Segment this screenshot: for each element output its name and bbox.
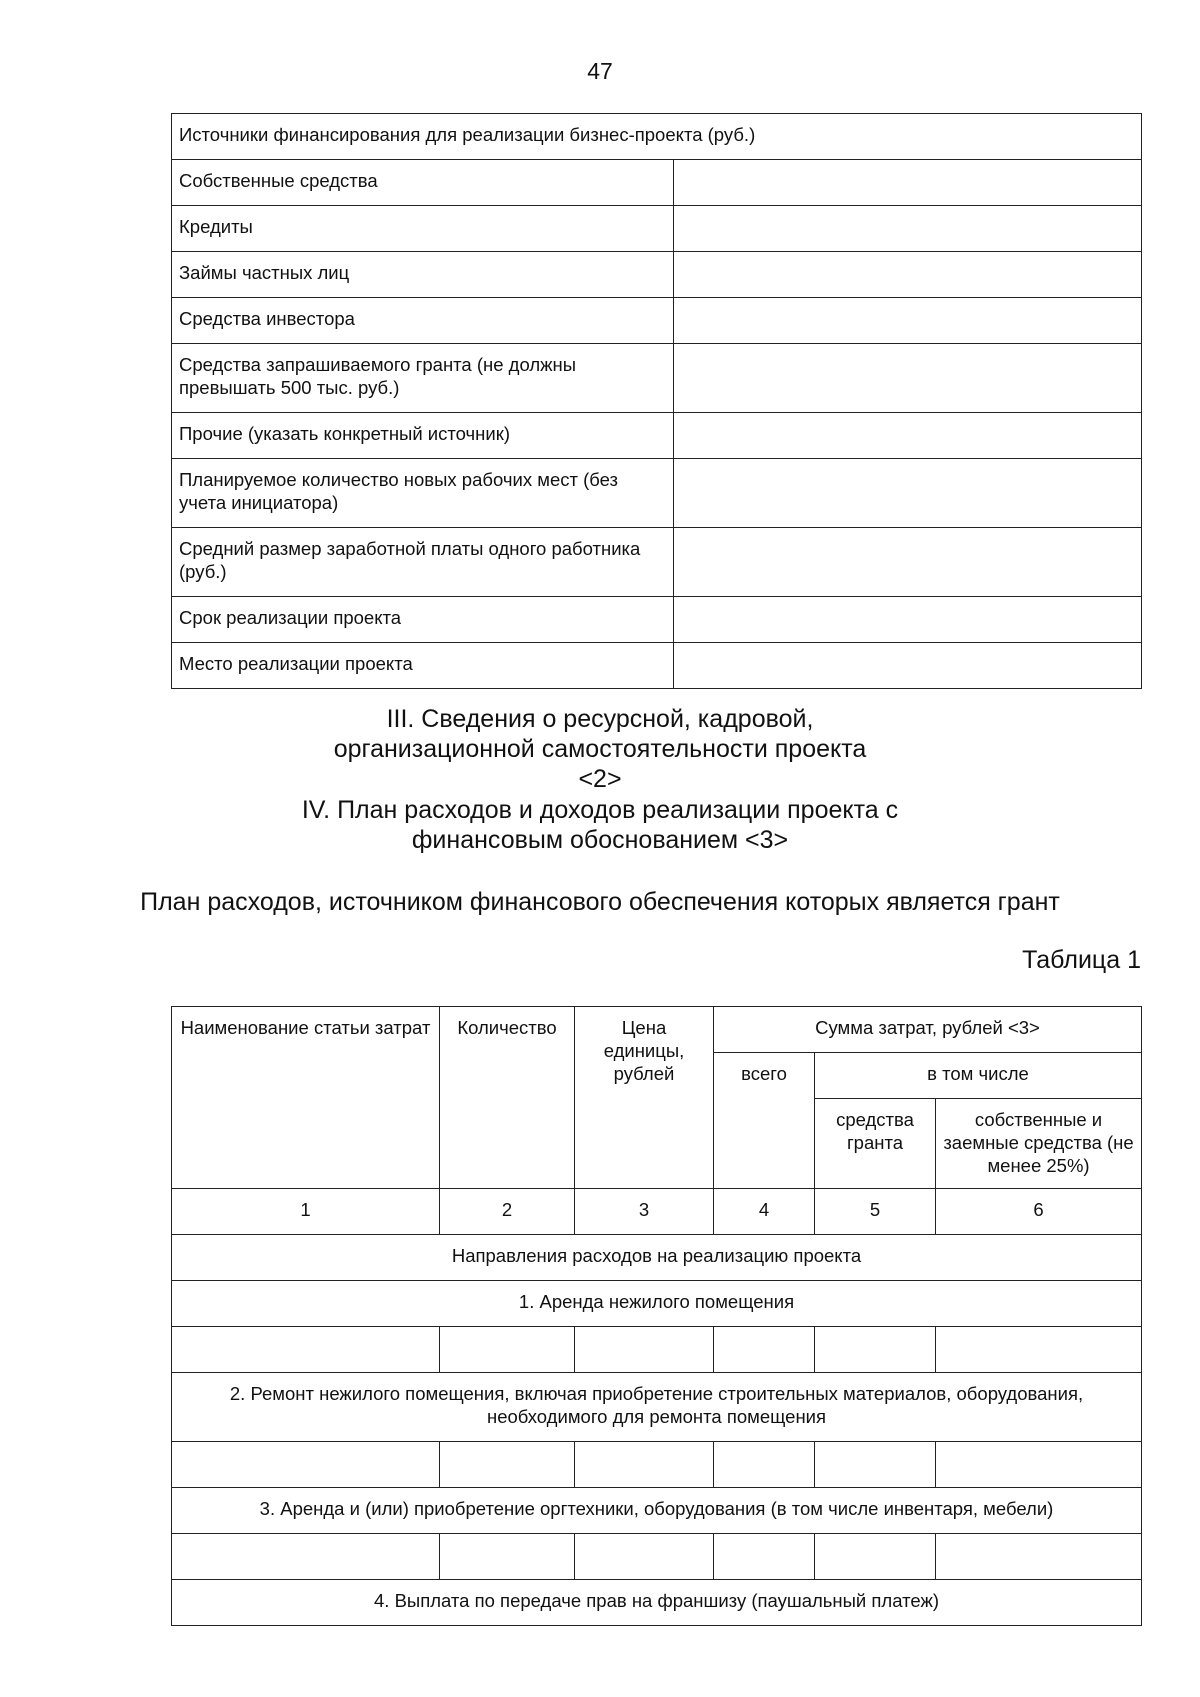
table-row (172, 206, 1142, 252)
header-grant: средства гранта (815, 1099, 936, 1189)
empty-cell[interactable] (172, 1327, 440, 1373)
row-value-cell[interactable] (674, 459, 1142, 528)
table-row (172, 597, 1142, 643)
table-row (172, 298, 1142, 344)
plan-title: План расходов, источником финансового обеспечения которых является грант (140, 888, 1060, 916)
table-row (172, 114, 1142, 160)
section-3-heading: III. Сведения о ресурсной, кадровой, организационной самостоятельности проекта <2> (333, 705, 867, 793)
category-row: 4. Выплата по передаче прав на франшизу (паушальный платеж) (172, 1580, 1142, 1626)
row-label: Срок реализации проекта (172, 597, 674, 643)
table-row (172, 1235, 1142, 1281)
table-row (172, 413, 1142, 459)
column-number-row (172, 1189, 1142, 1235)
empty-cell[interactable] (936, 1442, 1142, 1488)
row-value-cell[interactable] (674, 413, 1142, 459)
financing-table-header: Источники финансирования для реализации бизнес-проекта (руб.) (172, 114, 1142, 160)
empty-cell[interactable] (440, 1534, 575, 1580)
table-label: Таблица 1 (1022, 946, 1141, 974)
table-row (172, 528, 1142, 597)
table-row (172, 1327, 1142, 1373)
table-row (172, 252, 1142, 298)
table-row (172, 459, 1142, 528)
table-row (172, 1488, 1142, 1534)
column-number: 6 (936, 1189, 1142, 1235)
column-number: 5 (815, 1189, 936, 1235)
row-value-cell[interactable] (674, 344, 1142, 413)
table-row (172, 160, 1142, 206)
table-row (172, 1580, 1142, 1626)
header-own: собственные и заемные средства (не менее 25%) (936, 1099, 1142, 1189)
column-number: 3 (575, 1189, 714, 1235)
empty-cell[interactable] (575, 1534, 714, 1580)
row-value-cell[interactable] (674, 597, 1142, 643)
empty-cell[interactable] (575, 1327, 714, 1373)
empty-cell[interactable] (936, 1534, 1142, 1580)
empty-cell[interactable] (815, 1327, 936, 1373)
empty-cell[interactable] (172, 1534, 440, 1580)
table-row (172, 1281, 1142, 1327)
row-label: Место реализации проекта (172, 643, 674, 689)
table-row (172, 1442, 1142, 1488)
financing-sources-table (171, 113, 1142, 689)
row-value-cell[interactable] (674, 252, 1142, 298)
row-label: Займы частных лиц (172, 252, 674, 298)
empty-cell[interactable] (936, 1327, 1142, 1373)
row-label: Средства инвестора (172, 298, 674, 344)
directions-header: Направления расходов на реализацию проекта (172, 1235, 1142, 1281)
row-label: Кредиты (172, 206, 674, 252)
row-label: Средства запрашиваемого гранта (не должны превышать 500 тыс. руб.) (172, 344, 674, 413)
row-value-cell[interactable] (674, 298, 1142, 344)
header-price: Цена единицы, рублей (575, 1007, 714, 1189)
category-row: 3. Аренда и (или) приобретение оргтехники, оборудования (в том числе инвентаря, мебели) (172, 1488, 1142, 1534)
row-label: Собственные средства (172, 160, 674, 206)
category-row: 2. Ремонт нежилого помещения, включая приобретение строительных материалов, оборудования, необходимого для ремонта помещения (172, 1373, 1142, 1442)
row-value-cell[interactable] (674, 206, 1142, 252)
empty-cell[interactable] (714, 1442, 815, 1488)
empty-cell[interactable] (714, 1327, 815, 1373)
row-value-cell[interactable] (674, 160, 1142, 206)
empty-cell[interactable] (440, 1327, 575, 1373)
header-including: в том числе (815, 1053, 1142, 1099)
section-4-heading: IV. План расходов и доходов реализации проекта с финансовым обоснованием <3> (301, 796, 899, 854)
empty-cell[interactable] (172, 1442, 440, 1488)
empty-cell[interactable] (815, 1534, 936, 1580)
table-row (172, 1534, 1142, 1580)
row-value-cell[interactable] (674, 643, 1142, 689)
table-row (172, 1373, 1142, 1442)
expense-plan-table (171, 1006, 1142, 1626)
empty-cell[interactable] (440, 1442, 575, 1488)
row-label: Средний размер заработной платы одного работника (руб.) (172, 528, 674, 597)
row-label: Планируемое количество новых рабочих мест (без учета инициатора) (172, 459, 674, 528)
column-number: 1 (172, 1189, 440, 1235)
row-value-cell[interactable] (674, 528, 1142, 597)
category-row: 1. Аренда нежилого помещения (172, 1281, 1142, 1327)
row-label: Прочие (указать конкретный источник) (172, 413, 674, 459)
table-header-row (172, 1007, 1142, 1053)
table-row (172, 344, 1142, 413)
header-quantity: Количество (440, 1007, 575, 1189)
header-item: Наименование статьи затрат (172, 1007, 440, 1189)
page-number: 47 (587, 58, 613, 84)
empty-cell[interactable] (575, 1442, 714, 1488)
column-number: 2 (440, 1189, 575, 1235)
table-row (172, 643, 1142, 689)
header-sum: Сумма затрат, рублей <3> (714, 1007, 1142, 1053)
header-total: всего (714, 1053, 815, 1189)
column-number: 4 (714, 1189, 815, 1235)
empty-cell[interactable] (815, 1442, 936, 1488)
empty-cell[interactable] (714, 1534, 815, 1580)
